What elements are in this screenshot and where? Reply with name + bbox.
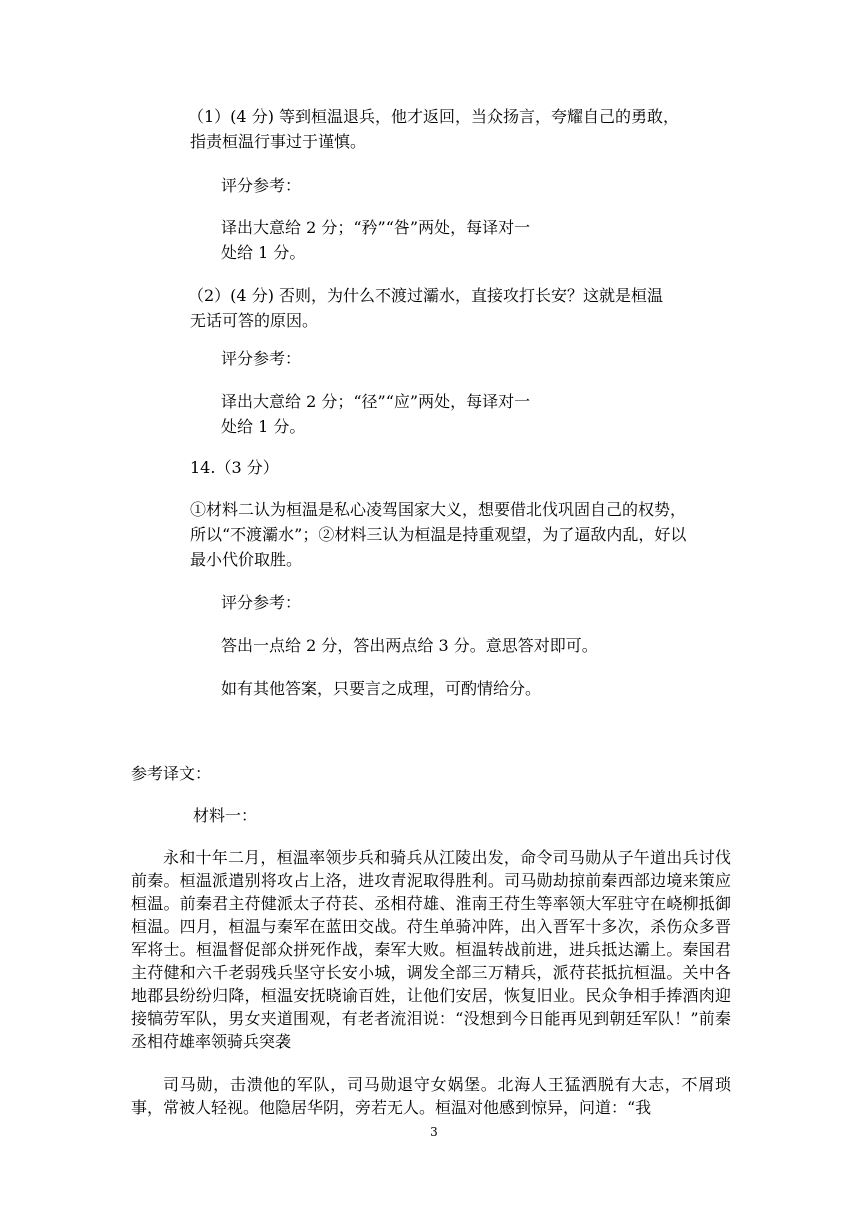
q13-2-answer-line1: （2）(4 分) 否则，为什么不渡过灞水，直接攻打长安？这就是桓温 bbox=[188, 286, 664, 305]
q13-1-answer-line2: 指责桓温行事过于谨慎。 bbox=[190, 132, 367, 151]
q13-1-scoring-label: 评分参考： bbox=[221, 176, 302, 195]
q13-2-scoring-label: 评分参考： bbox=[221, 349, 302, 368]
q13-2-answer-line2: 无话可答的原因。 bbox=[190, 311, 319, 330]
q14-scoring-line2: 如有其他答案，只要言之成理，可酌情给分。 bbox=[221, 679, 542, 698]
q14-heading: 14.（3 分） bbox=[190, 458, 279, 477]
q13-1-scoring-line1: 译出大意给 2 分；“矜”“咎”两处，每译对一 bbox=[221, 218, 531, 237]
q13-2-scoring-line1: 译出大意给 2 分；“径”“应”两处，每译对一 bbox=[221, 392, 531, 411]
translation-heading: 参考译文： bbox=[131, 764, 212, 783]
q13-1-scoring-line2: 处给 1 分。 bbox=[221, 243, 306, 262]
q13-2-scoring-line2: 处给 1 分。 bbox=[221, 417, 306, 436]
material-one-label: 材料一： bbox=[193, 806, 258, 825]
page-number: 3 bbox=[430, 1125, 438, 1139]
q14-answer-line1: ①材料二认为桓温是私心凌驾国家大义，想要借北伐巩固自己的权势， bbox=[190, 500, 687, 519]
q14-scoring-label: 评分参考： bbox=[221, 593, 302, 612]
q14-answer-line3: 最小代价取胜。 bbox=[190, 550, 303, 569]
translation-paragraph-2: 司马勋，击溃他的军队，司马勋退守女娲堡。北海人王猛洒脱有大志，不屑琐事，常被人轻视。他隐居华阴，旁若无人。桓温对他感到惊异，问道：“我 bbox=[131, 1075, 731, 1117]
q13-1-answer-line1: （1）(4 分) 等到桓温退兵，他才返回，当众扬言，夸耀自己的勇敢， bbox=[188, 107, 680, 126]
q14-answer-line2: 所以“不渡灞水”；②材料三认为桓温是持重观望，为了逼敌内乱，好以 bbox=[190, 525, 687, 544]
translation-paragraph-1: 永和十年二月，桓温率领步兵和骑兵从江陵出发，命令司马勋从子午道出兵讨伐前秦。桓温派遣别将攻占上洛，进攻青泥取得胜利。司马勋劫掠前秦西部边境来策应桓温。前秦君主苻健派太子苻苌、丞相苻雄、淮南王苻生等率领大军驻守在峣柳抵御桓温。四月，桓温与秦军在蓝田交战。苻生单骑冲阵，出入晋军十多次，杀伤众多晋军将士。桓温督促部众拼死作战，秦军大败。桓温转战前进，进兵抵达灞上。秦国君主苻健和六千老弱残兵坚守长安小城，调发全部三万精兵，派苻苌抵抗桓温。关中各地郡县纷纷归降，桓温安抚晓谕百姓，让他们安居，恢复旧业。民众争相手捧酒肉迎接犒劳军队，男女夹道围观，有老者流泪说：“没想到今日能再见到朝廷军队！”前秦丞相苻雄率领骑兵突袭 bbox=[131, 848, 731, 1051]
q14-scoring-line1: 答出一点给 2 分，答出两点给 3 分。意思答对即可。 bbox=[221, 636, 598, 655]
